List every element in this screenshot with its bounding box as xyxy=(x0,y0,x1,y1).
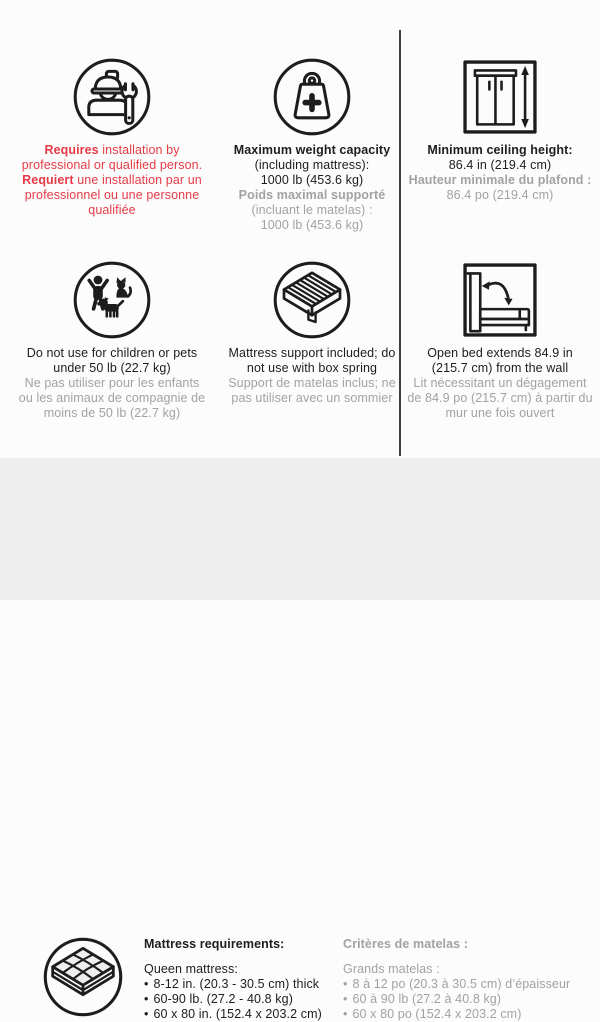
mattress-requirements-band xyxy=(0,458,600,1021)
mattress-support-icon xyxy=(272,258,352,342)
installation-text: Requires installation by professional or qualified person. Requiert une installation par un professionnel ou une personne qualifiée xyxy=(21,143,203,217)
weight-capacity-icon xyxy=(272,55,352,139)
mattress-requirements-fr xyxy=(343,937,570,1022)
no-children-pets-icon xyxy=(72,258,152,342)
installer-icon xyxy=(72,55,152,139)
list-item: • 60-90 lb. (27.2 - 40.8 kg) xyxy=(144,992,293,1006)
no-children-pets-text: Do not use for children or pets under 50 lb (22.7 kg) Ne pas utiliser pour les enfants ou les animaux de compagnie de moins de 50 lb (22.7 kg) xyxy=(18,346,206,420)
open-bed-icon xyxy=(462,258,538,342)
mattress-support-text: Mattress support included; do not use with box spring Support de matelas inclus; ne pas utiliser avec un sommier xyxy=(228,346,396,405)
spec-grid xyxy=(0,0,600,458)
grands-matelas-label: Grands matelas : xyxy=(343,962,440,976)
list-item: • 60 à 90 lb (27.2 à 40.8 kg) xyxy=(343,992,502,1006)
weight-capacity-text: Maximum weight capacity (including mattress): 1000 lb (453.6 kg) Poids maximal supporté (incluant le matelas) : 1000 lb (453.6 kg) xyxy=(233,143,391,232)
queen-mattress-label: Queen mattress: xyxy=(144,962,238,976)
mattress-requirements-title-fr: Critères de matelas : xyxy=(343,937,469,951)
list-item: • 8-12 in. (20.3 - 30.5 cm) thick xyxy=(144,977,320,991)
open-bed-text: Open bed extends 84.9 in (215.7 cm) from the wall Lit nécessitant un dégagement de 84.9 po (215.7 cm) à partir du mur une fois ouvert xyxy=(407,346,593,420)
ceiling-height-text: Minimum ceiling height: 86.4 in (219.4 cm) Hauteur minimale du plafond : 86.4 po (219.4 cm) xyxy=(408,143,592,202)
panel-mattress-support xyxy=(224,256,400,458)
mattress-requirements-en xyxy=(144,937,322,1022)
panel-installation xyxy=(0,0,224,256)
list-item: • 60 x 80 in. (152.4 x 203.2 cm) xyxy=(144,1007,322,1021)
ceiling-height-icon xyxy=(462,55,538,139)
panel-weight-capacity xyxy=(224,0,400,256)
list-item: • 8 à 12 po (20.3 à 30.5 cm) d’épaisseur xyxy=(343,977,571,991)
mattress-icon xyxy=(42,936,124,1018)
mattress-requirements-title-en: Mattress requirements: xyxy=(144,937,285,951)
panel-ceiling-height xyxy=(400,0,600,256)
panel-no-children-pets xyxy=(0,256,224,458)
list-item: • 60 x 80 po (152.4 x 203.2 cm) xyxy=(343,1007,522,1021)
panel-open-bed xyxy=(400,256,600,458)
